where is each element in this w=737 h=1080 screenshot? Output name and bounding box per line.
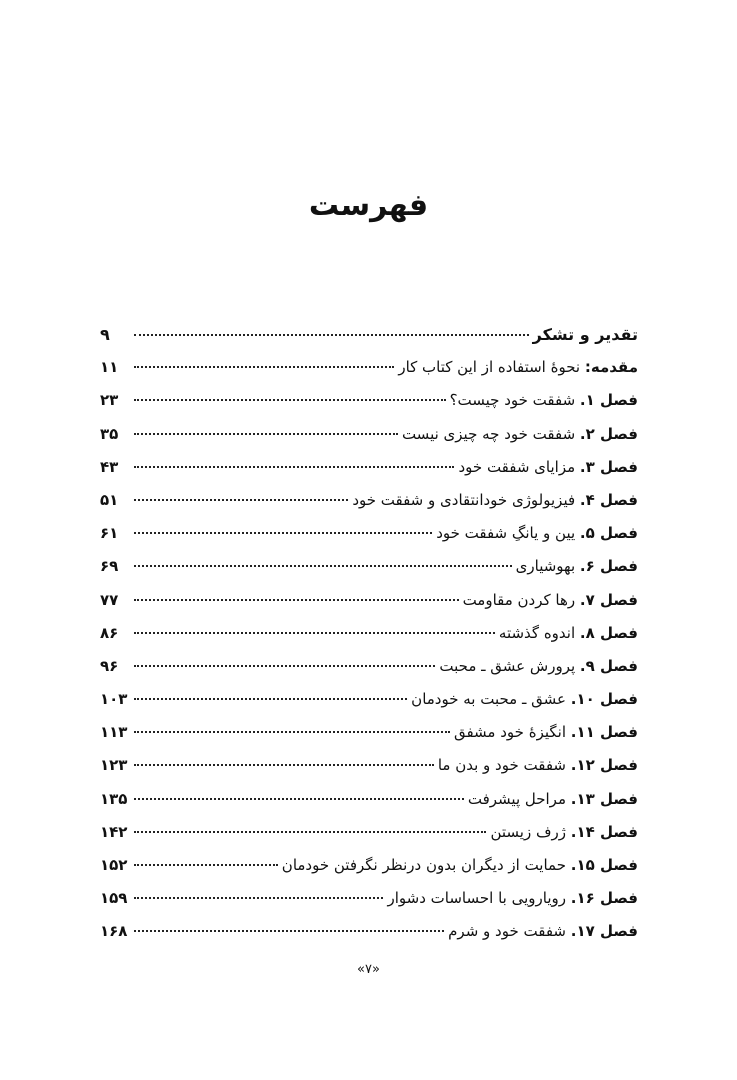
table-of-contents [100,318,638,949]
toc-entry-label: فصل ۱۷. [570,922,638,941]
toc-entry-label: فصل ۱۳. [570,789,638,808]
toc-entry-page: ۱۰۳ [100,690,128,709]
toc-entry-title [458,451,638,484]
toc-entry [100,749,638,782]
toc-entry-title [490,816,638,849]
toc-entry-text: انگیزهٔ خود مشفق [453,723,571,742]
toc-entry-label: فصل ۱۱. [570,723,638,742]
toc-leader-dots [134,930,444,932]
toc-entry-page: ۱۵۲ [100,856,128,874]
toc-leader-dots [134,831,486,833]
toc-entry-label: فصل ۳. [579,457,638,476]
toc-entry-label: مقدمه: [584,358,638,377]
page-number: «۷» [357,962,380,977]
toc-entry [100,915,638,948]
toc-entry-text: پرورش عشق ـ محبت [439,656,580,675]
toc-leader-dots [134,764,434,766]
toc-entry [100,384,638,417]
toc-entry-text: یین و یانگِ شفقت خود [436,524,580,543]
toc-entry-title [454,716,638,749]
toc-entry [100,617,638,650]
toc-entry-text: اندوه گذشته [498,623,580,642]
toc-entry-title [516,550,638,583]
toc-leader-dots [134,632,495,634]
toc-entry [100,451,638,484]
toc-entry-text: حمایت از دیگران بدون درنظر نگرفتن خودمان [281,856,571,874]
toc-entry [100,650,638,683]
toc-entry [100,418,638,451]
toc-entry-label: فصل ۱۰. [570,690,638,709]
toc-entry-label: فصل ۲. [579,424,638,443]
toc-entry [100,517,638,550]
toc-entry-text: مزایای شفقت خود [458,457,580,476]
toc-entry [100,584,638,617]
toc-entry-page: ۴۳ [100,457,119,476]
toc-entry-text: رها کردن مقاومت [462,590,580,609]
toc-entry-page: ۱۱ [100,358,119,377]
toc-entry-label: فصل ۱۴. [570,822,638,841]
toc-entry-text: عشق ـ محبت به خودمان [411,690,571,709]
toc-entry-page: ۹ [100,325,110,344]
toc-entry-label: فصل ۵. [579,524,638,543]
toc-entry-page: ۱۱۳ [100,723,128,742]
toc-entry-label: فصل ۴. [579,490,638,509]
toc-entry-title [387,882,638,915]
page-title: فهرست [308,188,429,223]
toc-entry-title [411,683,638,716]
toc-entry-title [352,484,638,517]
toc-entry-label: فصل ۶. [579,557,638,576]
toc-entry-text: شفقت خود و شرم [448,922,571,941]
toc-entry-label: فصل ۸. [579,623,638,642]
toc-entry-title [499,617,638,650]
toc-entry-label: فصل ۱. [579,391,638,410]
toc-entry-label: تقدیر و تشکر [532,325,638,344]
toc-leader-dots [134,565,512,567]
toc-entry-text: نحوهٔ استفاده از این کتاب کار [398,358,585,377]
toc-leader-dots [134,366,394,368]
toc-leader-dots [134,433,398,435]
toc-entry [100,351,638,384]
toc-entry-title [439,650,638,683]
toc-entry-title [448,915,638,948]
toc-entry [100,882,638,915]
toc-entry-title [402,418,638,451]
toc-entry-label: فصل ۱۲. [570,756,638,775]
toc-leader-dots [134,864,278,866]
toc-entry-label: فصل ۷. [579,590,638,609]
toc-entry-title [436,517,638,550]
toc-entry-title [438,749,638,782]
toc-entry-label: فصل ۱۵. [570,856,638,874]
toc-entry-page: ۶۱ [100,524,119,543]
toc-leader-dots [134,698,407,700]
toc-leader-dots [134,399,446,401]
toc-entry-title [450,384,638,417]
toc-entry-page: ۱۶۸ [100,922,128,941]
toc-entry-label: فصل ۱۶. [570,889,638,908]
toc-entry [100,318,638,351]
toc-entry-title [398,351,638,384]
toc-entry-text: فیزیولوژی خودانتقادی و شفقت خود [352,490,580,509]
toc-leader-dots [134,334,529,336]
toc-entry-text: ژرف زیستن [490,822,571,841]
toc-entry-page: ۶۹ [100,557,119,576]
toc-leader-dots [134,731,450,733]
toc-entry-title [533,318,638,351]
toc-entry-text: شفقت خود چه چیزی نیست [401,424,580,443]
toc-entry-page: ۵۱ [100,490,119,509]
toc-entry-label: فصل ۹. [579,656,638,675]
toc-entry [100,849,638,882]
toc-entry-text: مراحل پیشرفت [467,789,571,808]
toc-entry-page: ۸۶ [100,623,119,642]
toc-entry-title [468,783,638,816]
toc-entry-page: ۱۲۳ [100,756,128,775]
toc-entry-page: ۹۶ [100,656,119,675]
toc-entry-text: شفقت خود چیست؟ [449,391,580,410]
toc-entry-page: ۱۳۵ [100,789,128,808]
toc-leader-dots [134,466,454,468]
toc-entry [100,484,638,517]
toc-entry-page: ۱۴۲ [100,822,128,841]
toc-leader-dots [134,798,464,800]
toc-entry [100,816,638,849]
toc-entry-page: ۷۷ [100,590,119,609]
toc-entry [100,716,638,749]
toc-leader-dots [134,532,432,534]
toc-leader-dots [134,499,348,501]
toc-entry-text: رویارویی با احساسات دشوار [387,889,571,908]
toc-entry-title [463,584,638,617]
toc-leader-dots [134,665,435,667]
toc-entry-page: ۳۵ [100,424,119,443]
toc-entry [100,783,638,816]
toc-entry-text: بهوشیاری [515,557,580,576]
toc-entry-text: شفقت خود و بدن ما [437,756,571,775]
toc-entry [100,550,638,583]
toc-entry-page: ۲۳ [100,391,119,410]
toc-entry [100,683,638,716]
toc-leader-dots [134,599,459,601]
toc-entry-title [282,849,638,882]
toc-leader-dots [134,897,383,899]
toc-entry-page: ۱۵۹ [100,889,128,908]
